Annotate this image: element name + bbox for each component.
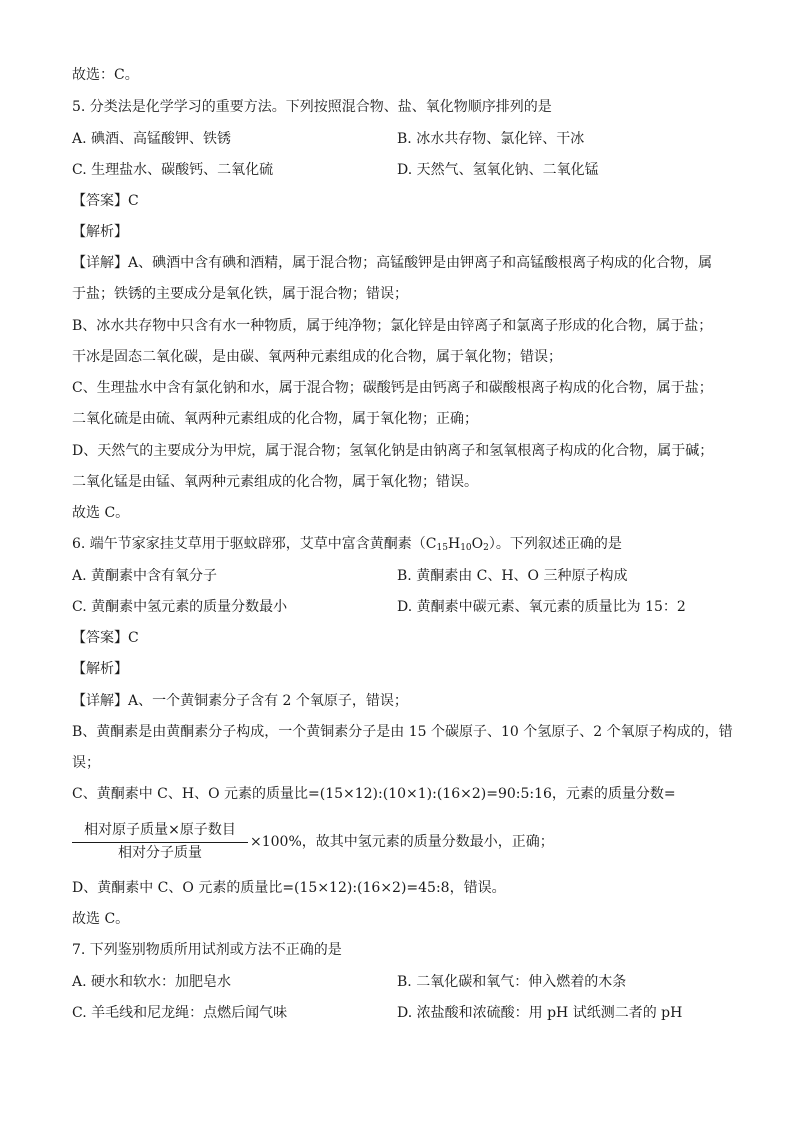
q5-detail-line: 【详解】A、碘酒中含有碘和酒精，属于混合物；高锰酸钾是由钾离子和高锰酸根离子构成的化合物，属 (72, 255, 713, 271)
question-5-analysis-heading: 【解析】 (72, 224, 128, 240)
question-7-stem: 7. 下列鉴别物质所用试剂或方法不正确的是 (72, 942, 342, 958)
question-6-conclusion: 故选 C。 (72, 911, 130, 927)
question-5-conclusion: 故选 C。 (72, 505, 130, 521)
question-6-option-c: C. 黄酮素中氢元素的质量分数最小 (72, 599, 288, 615)
question-7-option-c: C. 羊毛线和尼龙绳：点燃后闻气味 (72, 1005, 288, 1021)
q5-detail-line: D、天然气的主要成分为甲烷，属于混合物；氢氧化钠是由钠离子和氢氧根离子构成的化合物，属于碱； (72, 443, 714, 459)
q6-detail-line: 【详解】A、一个黄铜素分子含有 2 个氧原子，错误； (72, 693, 408, 709)
fraction-denominator: 相对分子质量 (118, 845, 202, 861)
question-6-stem: 6. 端午节家家挂艾草用于驱蚊辟邪，艾草中富含黄酮素$(C_{15}H_{10}O_2)$。下列叙述正确的是 (72, 536, 622, 553)
q5-detail-line: 于盐；铁锈的主要成分是氧化铁，属于混合物；错误； (72, 286, 408, 302)
q5-detail-line: C、生理盐水中含有氯化钠和水，属于混合物；碳酸钙是由钙离子和碳酸根离子构成的化合物，属于盐； (72, 380, 713, 396)
question-7-option-a: A. 硬水和软水：加肥皂水 (72, 974, 232, 990)
question-6-option-b: B. 黄酮素由 C、H、O 三种原子构成 (397, 568, 628, 584)
fraction-tail: ×100%，故其中氢元素的质量分数最小，正确； (250, 834, 554, 850)
question-5-option-c: C. 生理盐水、碳酸钙、二氧化硫 (72, 162, 274, 178)
q6-detail-line: 误； (72, 755, 100, 771)
q6-detail-line: D、黄酮素中 C、O 元素的质量比=(15×12):(16×2)=45:8，错误。 (72, 880, 506, 896)
q6-detail-line: B、黄酮素是由黄酮素分子构成，一个黄铜素分子是由 15 个碳原子、10 个氢原子、2 个氧原子构成的，错 (72, 724, 733, 740)
q5-detail-line: 二氧化锰是由锰、氧两种元素组成的化合物，属于氧化物；错误。 (72, 474, 478, 490)
question-5-option-d: D. 天然气、氢氧化钠、二氧化锰 (397, 162, 599, 178)
q5-detail-line: 干冰是固态二氧化碳，是由碳、氧两种元素组成的化合物，属于氧化物；错误； (72, 349, 562, 365)
question-5-option-b: B. 冰水共存物、氯化锌、干冰 (397, 131, 585, 147)
question-5-stem: 5. 分类法是化学学习的重要方法。下列按照混合物、盐、氧化物顺序排列的是 (72, 99, 552, 115)
answer-conclusion: 故选：C。 (72, 67, 139, 83)
q5-detail-line: 二氧化硫是由硫、氧两种元素组成的化合物，属于氧化物；正确； (72, 411, 478, 427)
question-5-answer: 【答案】C (72, 193, 139, 209)
question-7-option-d: D. 浓盐酸和浓硫酸：用 pH 试纸测二者的 pH (397, 1005, 683, 1021)
question-6-answer: 【答案】C (72, 630, 139, 646)
question-7-option-b: B. 二氧化碳和氧气：伸入燃着的木条 (397, 974, 627, 990)
q5-detail-line: B、冰水共存物中只含有水一种物质，属于纯净物；氯化锌是由锌离子和氯离子形成的化合物，属于盐； (72, 318, 713, 334)
question-6-analysis-heading: 【解析】 (72, 661, 128, 677)
question-6-option-d: D. 黄酮素中碳元素、氧元素的质量比为 15：2 (397, 599, 686, 615)
question-5-option-a: A. 碘酒、高锰酸钾、铁锈 (72, 131, 232, 147)
question-6-option-a: A. 黄酮素中含有氧分子 (72, 568, 218, 584)
fraction-numerator: 相对原子质量×原子数目 (84, 822, 236, 838)
q6-detail-line: C、黄酮素中 C、H、O 元素的质量比=(15×12):(10×1):(16×2)=90:5:16，元素的质量分数= (72, 786, 676, 802)
